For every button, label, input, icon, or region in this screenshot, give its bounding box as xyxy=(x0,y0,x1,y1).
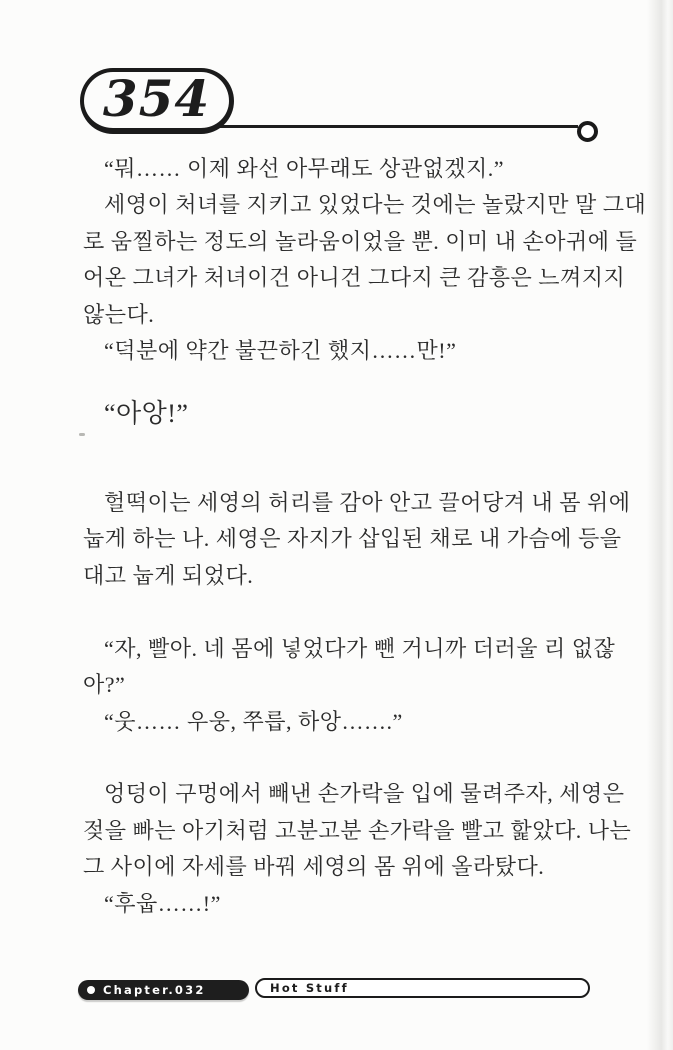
text-line: “후웁……!” xyxy=(104,890,221,916)
dot-icon xyxy=(87,986,95,994)
text-line: 눕게 하는 나. 세영은 자지가 삽입된 채로 내 가슴에 등을 xyxy=(83,526,622,552)
text-line: 않는다. xyxy=(83,301,155,327)
scan-speck xyxy=(79,433,85,436)
book-title-pill xyxy=(255,978,590,998)
text-line: 로 움찔하는 정도의 놀라움이었을 뿐. 이미 내 손아귀에 들 xyxy=(83,228,638,254)
text-line: “웃…… 우웅, 쭈릅, 하앙…….” xyxy=(104,708,403,734)
text-line-emphasis: “아앙!” xyxy=(104,399,189,429)
text-line: “뭐…… 이제 와선 아무래도 상관없겠지.” xyxy=(104,156,505,181)
text-line: 엉덩이 구멍에서 빼낸 손가락을 입에 물려주자, 세영은 xyxy=(104,781,625,807)
body-text xyxy=(83,151,647,922)
chapter-label: Chapter.032 xyxy=(103,983,206,997)
page-number: 354 xyxy=(102,68,211,128)
text-line: “덕분에 약간 불끈하긴 했지……만!” xyxy=(104,338,457,364)
text-line: 헐떡이는 세영의 허리를 감아 안고 끌어당겨 내 몸 위에 xyxy=(104,489,631,515)
text-line: 그 사이에 자세를 바꿔 세영의 몸 위에 올라탔다. xyxy=(83,854,545,880)
chapter-pill xyxy=(78,980,249,1000)
text-line: 아?” xyxy=(83,672,126,698)
text-line: 젖을 빠는 아기처럼 고분고분 손가락을 빨고 핥았다. 나는 xyxy=(83,817,632,843)
page-number-badge xyxy=(80,68,234,134)
book-title-label: Hot Stuff xyxy=(270,981,349,995)
text-line: “자, 빨아. 네 몸에 넣었다가 뺀 거니까 더러울 리 없잖 xyxy=(104,636,616,662)
page-edge-shadow xyxy=(647,0,673,1050)
text-line: 대고 눕게 되었다. xyxy=(83,562,254,588)
text-line: 세영이 처녀를 지키고 있었다는 것에는 놀랐지만 말 그대 xyxy=(104,192,647,218)
text-line: 어온 그녀가 처녀이건 아니건 그다지 큰 감흥은 느껴지지 xyxy=(83,265,626,291)
ring-icon xyxy=(577,121,598,142)
